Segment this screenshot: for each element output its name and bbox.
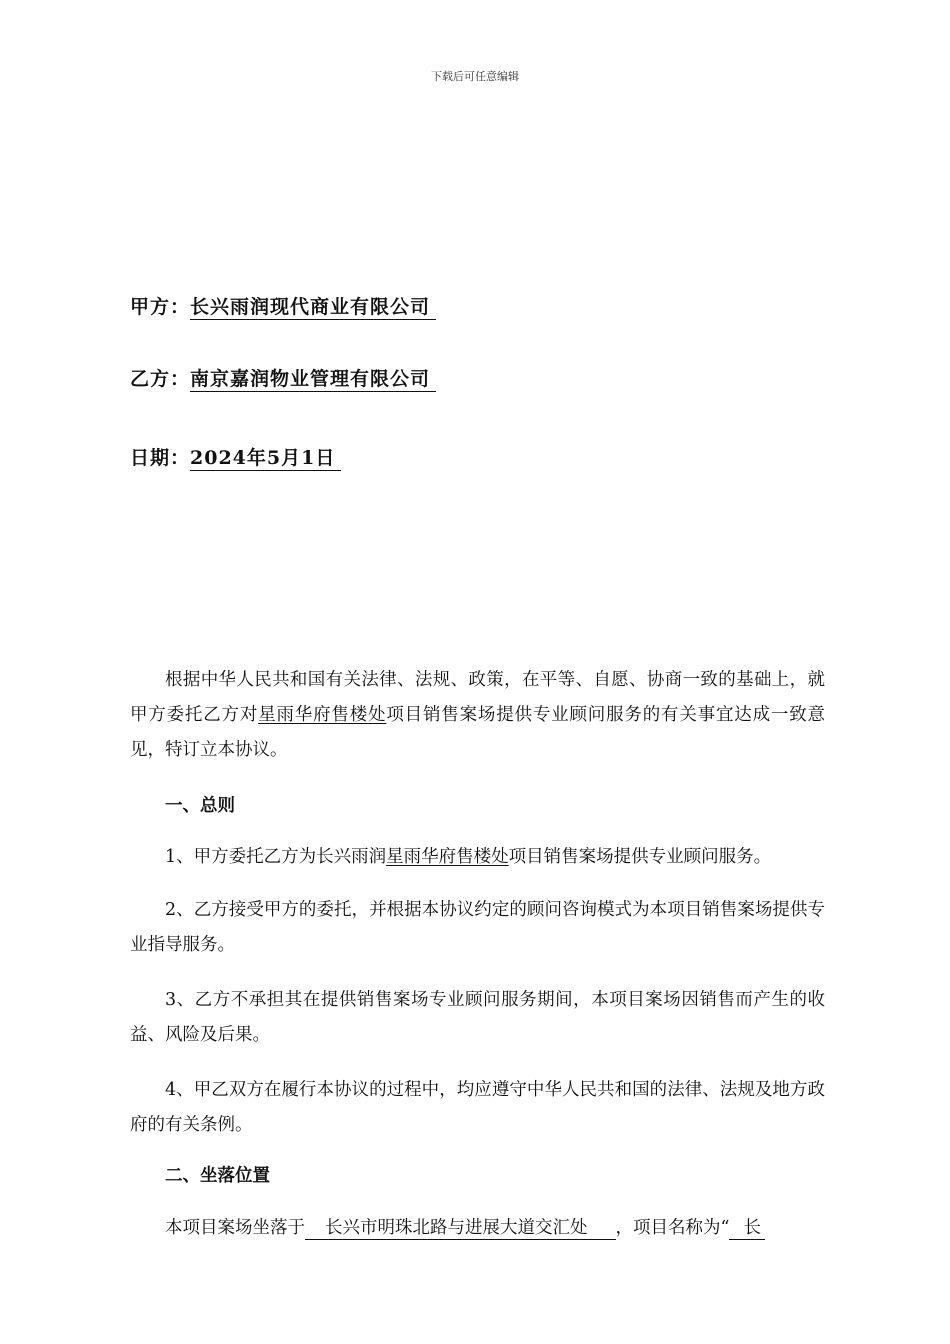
header-note: 下载后可任意编辑 [431, 70, 519, 83]
item1-project: 星雨华府售楼处 [386, 847, 509, 867]
section1-title: 一、总则 [165, 796, 235, 816]
date-label: 日期： [130, 447, 191, 469]
party-b-line [130, 364, 436, 391]
section1-item4: 4、甲乙双方在履行本协议的过程中，均应遵守中华人民共和国的法律、法规及地方政府的有关条例。 [130, 1080, 825, 1135]
location-blank: 长兴市明珠北路与进展大道交汇处 [305, 1218, 616, 1240]
party-a-value: 长兴雨润现代商业有限公司 [190, 296, 436, 320]
preamble-part2: 项目销售案场提供专业顾问服务的有关事宜达成一致意见，特订立本协议。 [130, 705, 826, 760]
preamble-part1: 根据中华人民共和国有关法律、法规、政策，在平等、自愿、协商一致的基础上，就甲方委托乙方对 [130, 670, 825, 725]
item1-part1: 1、甲方委托乙方为长兴雨润 [165, 847, 387, 867]
section2-paragraph [130, 1211, 825, 1246]
party-a-label: 甲方： [130, 296, 191, 318]
party-a-line [130, 292, 436, 319]
section1-item2: 2、乙方接受甲方的委托，并根据本协议约定的顾问咨询模式为本项目销售案场提供专业指导服务。 [130, 900, 825, 955]
section2-part2: ，项目名称为“ [615, 1218, 730, 1238]
party-b-label: 乙方： [130, 368, 191, 390]
project-name-blank: 长 [729, 1218, 765, 1240]
section1-item3: 3、乙方不承担其在提供销售案场专业顾问服务期间，本项目案场因销售而产生的收益、风险及后果。 [130, 990, 825, 1045]
preamble-paragraph [130, 663, 825, 768]
date-line [130, 443, 341, 470]
section1-item1 [130, 840, 825, 875]
preamble-project: 星雨华府售楼处 [258, 705, 387, 725]
item1-part2: 项目销售案场提供专业顾问服务。 [508, 847, 772, 867]
section2-part1: 本项目案场坐落于 [165, 1218, 305, 1238]
party-b-value: 南京嘉润物业管理有限公司 [190, 368, 436, 392]
section2-title: 二、坐落位置 [165, 1166, 270, 1186]
date-value: 2024年5月1日 [190, 447, 341, 471]
